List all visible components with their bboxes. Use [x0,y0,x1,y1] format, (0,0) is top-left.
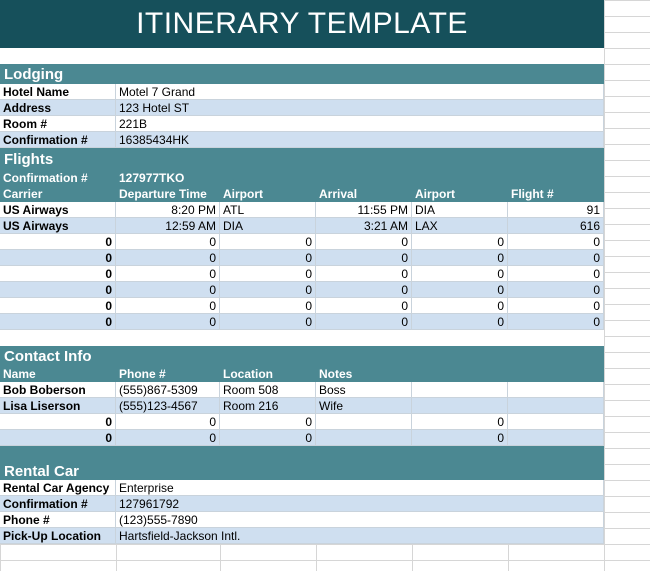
column-header[interactable]: Phone # [116,366,220,382]
cell[interactable]: 0 [316,266,412,282]
column-header[interactable]: Arrival [316,186,412,202]
cell[interactable]: 0 [220,314,316,330]
cell[interactable]: 0 [0,298,116,314]
cell[interactable]: 0 [220,298,316,314]
rental-rows [0,480,604,544]
cell[interactable]: 11:55 PM [316,202,412,218]
cell[interactable]: 0 [0,250,116,266]
lodging-row [0,132,604,148]
contact-header-row [0,366,604,382]
cell[interactable]: Boss [316,382,412,398]
cell[interactable]: 123 Hotel ST [116,100,604,116]
cell[interactable]: 0 [508,266,604,282]
cell[interactable] [508,382,604,398]
cell[interactable]: DIA [412,202,508,218]
cell[interactable] [412,366,508,382]
cell[interactable]: 0 [116,298,220,314]
cell[interactable]: Rental Car Agency [0,480,116,496]
cell[interactable]: 0 [316,282,412,298]
cell[interactable]: 0 [220,430,316,446]
cell[interactable]: 12:59 AM [116,218,220,234]
spacer-row [0,330,604,346]
rental-row [0,496,604,512]
flight-rows [0,202,604,330]
cell[interactable]: Hotel Name [0,84,116,100]
cell[interactable]: 0 [316,314,412,330]
cell[interactable]: 0 [316,234,412,250]
cell[interactable]: 221B [116,116,604,132]
section-contact-info [0,346,604,366]
spacer-row [0,48,604,64]
column-header[interactable]: Airport [412,186,508,202]
cell[interactable]: Motel 7 Grand [116,84,604,100]
cell[interactable]: Bob Boberson [0,382,116,398]
cell[interactable]: 0 [116,414,220,430]
lodging-row [0,116,604,132]
table-row [0,250,604,266]
cell[interactable]: 0 [0,266,116,282]
cell[interactable]: 0 [220,414,316,430]
column-header[interactable]: Departure Time [116,186,220,202]
spacer-row [0,446,604,462]
section-heading: Contact Info [4,348,92,365]
flight-confirmation-row [0,170,604,186]
section-rental-car [0,462,604,480]
table-row [0,282,604,298]
cell[interactable]: Room 216 [220,398,316,414]
cell[interactable]: 0 [316,250,412,266]
cell[interactable]: 0 [508,250,604,266]
cell[interactable]: 0 [0,282,116,298]
table-row [0,234,604,250]
section-heading: Rental Car [4,463,80,480]
cell[interactable]: 0 [0,414,116,430]
cell[interactable]: 0 [116,314,220,330]
table-row [0,382,604,398]
lodging-row [0,100,604,116]
cell[interactable] [412,398,508,414]
table-row [0,398,604,414]
cell[interactable] [508,366,604,382]
cell[interactable]: LAX [412,218,508,234]
cell[interactable]: DIA [220,218,316,234]
cell[interactable]: 0 [220,282,316,298]
cell[interactable]: 0 [412,414,508,430]
cell[interactable]: 127977TKO [116,170,220,186]
cell[interactable]: Phone # [0,512,116,528]
rental-row [0,480,604,496]
table-row [0,314,604,330]
rental-row [0,512,604,528]
cell[interactable]: US Airways [0,218,116,234]
table-row [0,430,604,446]
page-title: ITINERARY TEMPLATE [0,0,604,48]
cell[interactable]: (555)867-5309 [116,382,220,398]
cell[interactable]: 0 [116,234,220,250]
flight-header-row [0,186,604,202]
cell[interactable]: Hartsfield-Jackson Intl. [116,528,604,544]
cell[interactable]: 0 [0,234,116,250]
cell[interactable]: Confirmation # [0,496,116,512]
cell[interactable]: 0 [116,250,220,266]
cell[interactable]: 0 [412,234,508,250]
cell[interactable] [316,414,412,430]
cell[interactable]: Confirmation # [0,170,116,186]
table-row [0,202,604,218]
table-row [0,414,604,430]
cell[interactable] [316,430,412,446]
cell[interactable]: 0 [116,430,220,446]
cell[interactable]: 127961792 [116,496,604,512]
cell[interactable]: 0 [412,298,508,314]
cell[interactable]: 0 [220,234,316,250]
cell[interactable]: 0 [508,282,604,298]
cell[interactable]: 0 [412,250,508,266]
cell[interactable]: 0 [508,234,604,250]
column-header[interactable]: Airport [220,186,316,202]
cell[interactable]: 91 [508,202,604,218]
cell[interactable]: 0 [220,266,316,282]
cell[interactable]: 0 [220,250,316,266]
cell[interactable]: US Airways [0,202,116,218]
column-header[interactable]: Flight # [508,186,604,202]
cell[interactable]: 0 [316,298,412,314]
cell[interactable] [412,382,508,398]
cell[interactable]: Room # [0,116,116,132]
cell[interactable] [508,430,604,446]
cell[interactable]: 0 [508,314,604,330]
cell[interactable]: 0 [116,282,220,298]
cell[interactable]: 0 [412,266,508,282]
cell[interactable]: Confirmation # [0,132,116,148]
contact-rows [0,382,604,446]
cell[interactable] [508,414,604,430]
lodging-rows [0,84,604,148]
cell[interactable]: Address [0,100,116,116]
cell[interactable]: (123)555-7890 [116,512,604,528]
cell[interactable]: 0 [412,430,508,446]
cell[interactable]: 0 [0,430,116,446]
column-header[interactable]: Notes [316,366,412,382]
section-heading: Lodging [4,66,64,83]
cell[interactable]: 16385434HK [116,132,604,148]
column-header[interactable]: Name [0,366,116,382]
section-heading: Flights [4,151,54,168]
cell[interactable]: 0 [412,282,508,298]
cell[interactable]: (555)123-4567 [116,398,220,414]
cell[interactable]: 616 [508,218,604,234]
table-row [0,266,604,282]
cell[interactable]: Pick-Up Location [0,528,116,544]
cell[interactable]: Wife [316,398,412,414]
cell[interactable]: Enterprise [116,480,604,496]
cell[interactable]: 0 [116,266,220,282]
cell[interactable]: 0 [508,298,604,314]
cell[interactable]: ATL [220,202,316,218]
cell[interactable]: Lisa Liserson [0,398,116,414]
table-row [0,218,604,234]
section-flights [0,148,604,170]
cell[interactable]: 0 [412,314,508,330]
column-header[interactable]: Location [220,366,316,382]
column-header[interactable]: Carrier [0,186,116,202]
cell[interactable]: Room 508 [220,382,316,398]
rental-row [0,528,604,544]
lodging-row [0,84,604,100]
cell[interactable] [508,398,604,414]
section-lodging [0,64,604,84]
cell[interactable]: 3:21 AM [316,218,412,234]
cell[interactable]: 0 [0,314,116,330]
cell[interactable]: 8:20 PM [116,202,220,218]
table-row [0,298,604,314]
